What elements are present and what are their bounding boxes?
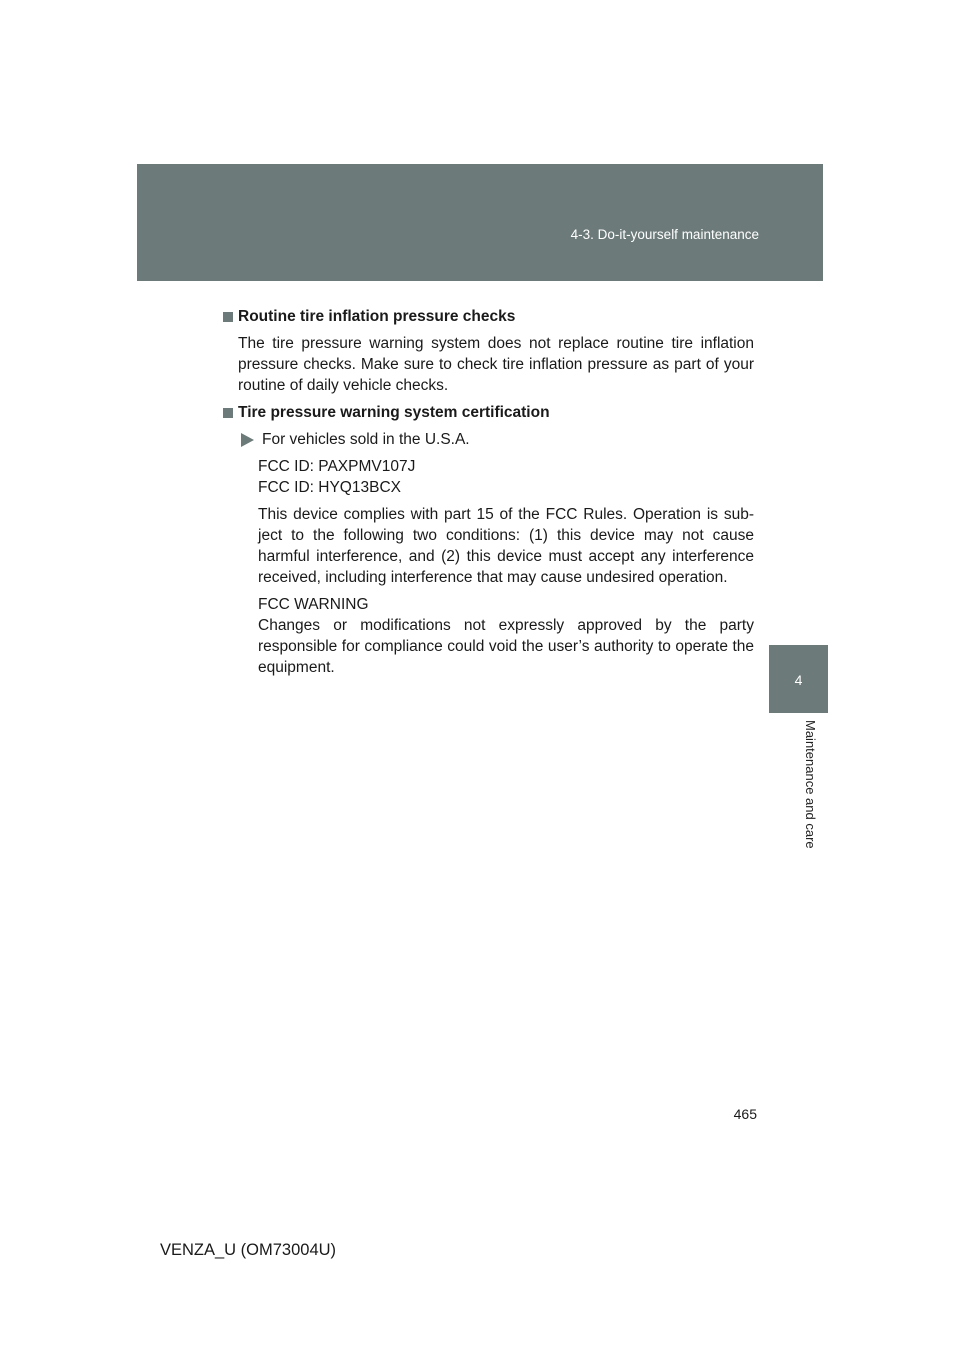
fcc-warning bbox=[258, 594, 754, 678]
document-id: VENZA_U (OM73004U) bbox=[160, 1241, 337, 1259]
fcc-id: FCC ID: HYQ13BCX bbox=[258, 479, 401, 496]
section-heading bbox=[223, 402, 754, 423]
arrow-bullet-icon bbox=[241, 433, 254, 447]
header-band bbox=[137, 164, 823, 281]
heading-text: Routine tire inflation pressure checks bbox=[238, 308, 516, 325]
chapter-number: 4 bbox=[794, 672, 803, 688]
page-number: 465 bbox=[733, 1106, 757, 1122]
chapter-tab bbox=[769, 645, 828, 713]
paragraph: The tire pressure warning system does not replace routine tire inflation pressure checks. Make sure to check tire inflation pressure as part of your routine of daily vehicle checks. bbox=[238, 335, 754, 394]
fcc-id: FCC ID: PAXPMV107J bbox=[258, 458, 416, 475]
section-title: 4-3. Do-it-yourself maintenance bbox=[570, 227, 759, 242]
fcc-ids bbox=[258, 456, 754, 498]
sub-heading bbox=[238, 429, 754, 450]
square-bullet-icon bbox=[223, 312, 233, 322]
section-heading bbox=[223, 306, 754, 327]
sub-heading-text: For vehicles sold in the U.S.A. bbox=[262, 431, 470, 448]
compliance-statement: This device complies with part 15 of the FCC Rules. Operation is sub-ject to the following two conditions: (1) this device may not cause harmful interference, and (2) this device must accept any interference received, including interference that may cause undesired operation. bbox=[258, 506, 754, 586]
chapter-label: Maintenance and care bbox=[803, 720, 818, 849]
square-bullet-icon bbox=[223, 408, 233, 418]
warning-body: Changes or modifications not expressly approved by the party responsible for compliance could void the user’s authority to operate the equipment. bbox=[258, 617, 754, 676]
warning-title: FCC WARNING bbox=[258, 596, 369, 613]
heading-text: Tire pressure warning system certification bbox=[238, 404, 550, 421]
page-content bbox=[223, 306, 754, 684]
